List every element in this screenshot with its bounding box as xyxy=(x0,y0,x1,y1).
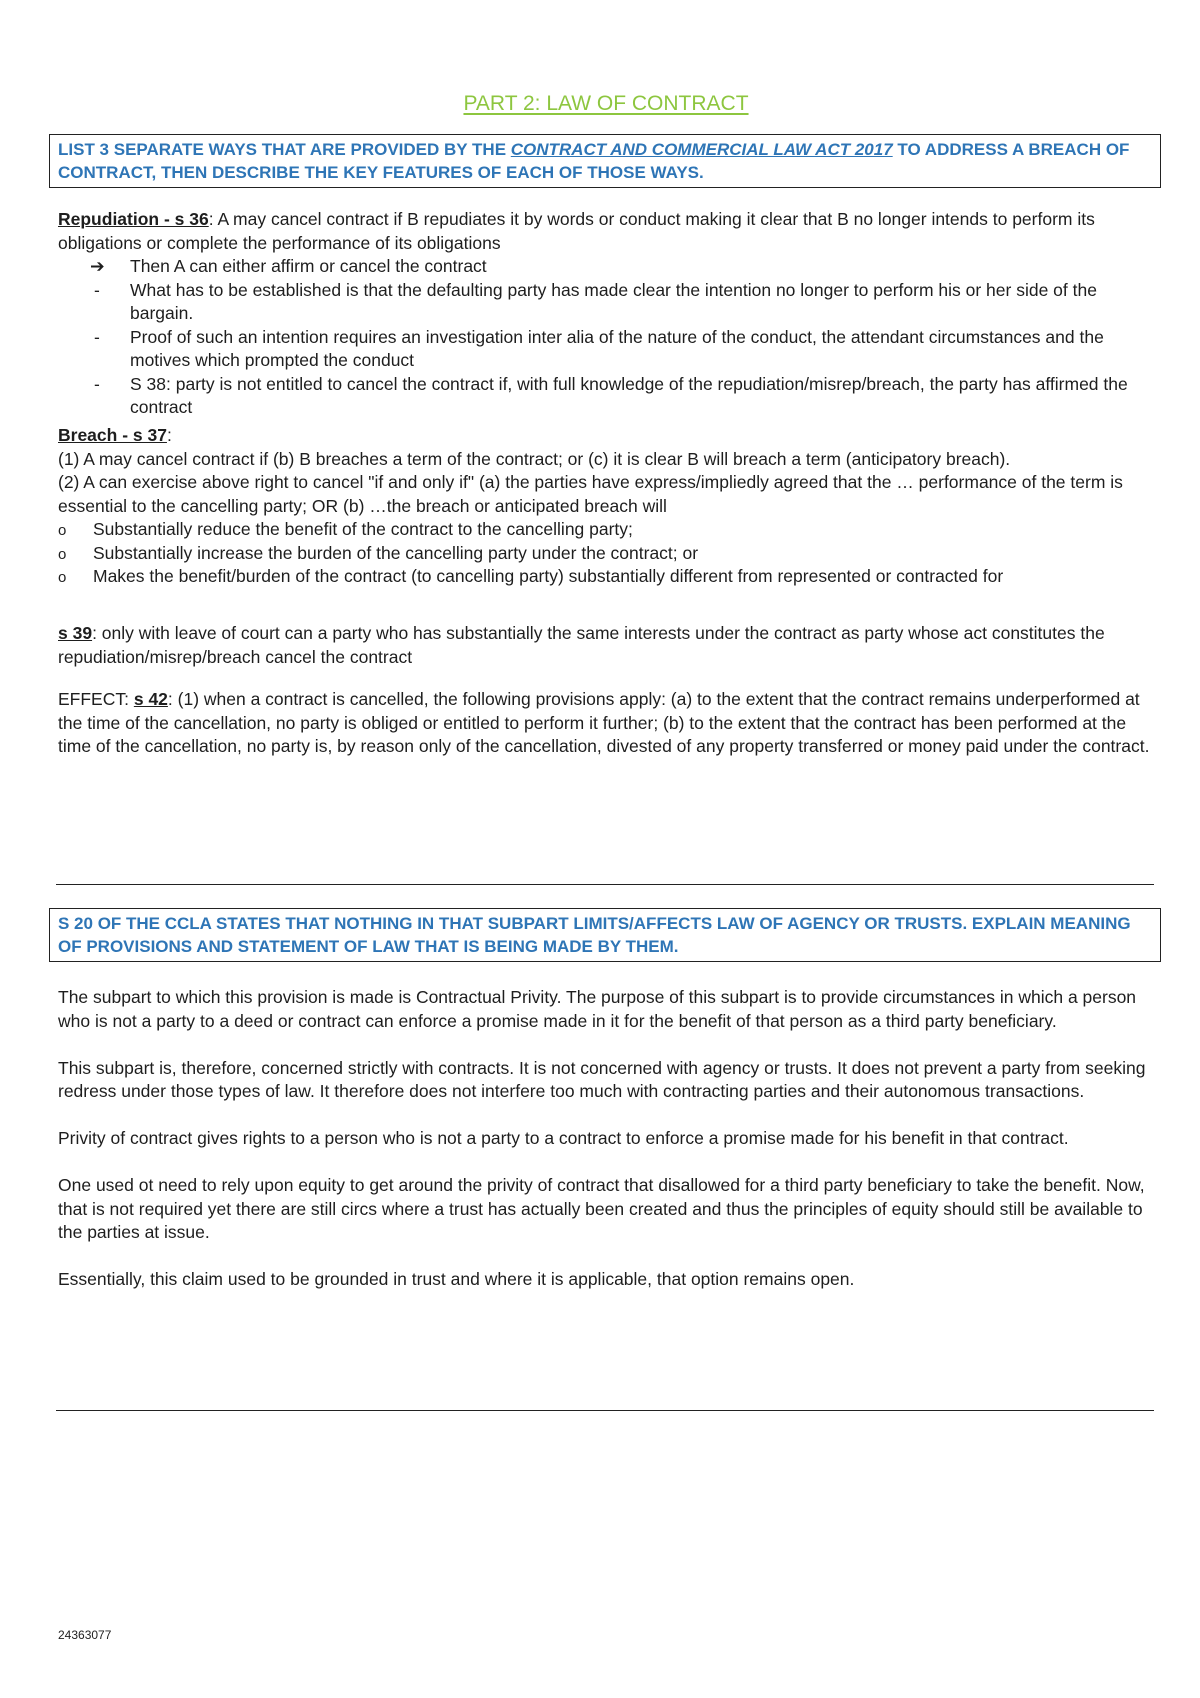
breach-section: Breach - s 37: (1) A may cancel contract if (b) B breaches a term of the contract; or (c) it is clear B will breach a term (anticipatory breach). (2) A can exercise above right to cancel "if and only if" (a) the parties have express/impliedly agreed that the … performance of the term is essential to the cancelling party; OR (b) …the breach or anticipated breach will o Substantially reduce the benefit of the contract to the cancelling party; o Substantially increase the burden of the cancelling party under the contract; or o Makes the benefit/burden of the contract (to cancelling party) substantially different from represented or contracted for xyxy=(58,424,1154,589)
s39-heading: s 39 xyxy=(58,623,93,643)
s39-section xyxy=(58,622,1154,669)
question-1-text-end: TO ADDRESS A BREACH OF CONTRACT, THEN DESCRIBE THE KEY FEATURES OF EACH OF THOSE WAYS. xyxy=(58,140,1130,182)
circle-bullet-icon: o xyxy=(58,545,67,563)
answer-paragraph: Essentially, this claim used to be grounded in trust and where it is applicable, that option remains open. xyxy=(58,1269,855,1289)
repudiation-heading: Repudiation - s 36 xyxy=(58,209,209,229)
circle-bullet-icon: o xyxy=(58,522,67,539)
effect-section xyxy=(58,688,1154,759)
s42-heading: s 42 xyxy=(133,689,168,709)
arrow-right-icon: ➔ xyxy=(90,256,105,276)
answer-2-section xyxy=(58,986,1154,1292)
question-2-text: S 20 OF THE CCLA STATES THAT NOTHING IN THAT SUBPART LIMITS/AFFECTS LAW OF AGENCY OR TRUSTS. EXPLAIN MEANING OF PROVISIONS AND STATEMENT OF LAW THAT IS BEING MADE BY THEM. xyxy=(58,914,1131,956)
answer-paragraph: The subpart to which this provision is made is Contractual Privity. The purpose of this subpart is to provide circumstances in which a person who is not a party to a deed or contract can enforce a promise made in it for the benefit of that person as a third party beneficiary. xyxy=(58,987,1137,1031)
list-item: - S 38: party is not entitled to cancel the contract if, with full knowledge of the repudiation/misrep/breach, the party has affirmed the contract xyxy=(94,373,1128,417)
answer-paragraph: Privity of contract gives rights to a person who is not a party to a contract to enforce a promise made for his benefit in that contract. xyxy=(58,1128,1069,1148)
list-item: ➔ Then A can either affirm or cancel the contract xyxy=(58,255,1154,279)
repudiation-list xyxy=(58,255,1154,420)
repudiation-intro xyxy=(58,208,1154,255)
circle-bullet-icon: o xyxy=(58,569,67,586)
list-item: o Makes the benefit/burden of the contract (to cancelling party) substantially different from represented or contracted for xyxy=(58,565,1154,589)
dash-bullet: - xyxy=(94,326,100,347)
list-item: o Substantially reduce the benefit of the contract to the cancelling party; xyxy=(58,518,1154,542)
act-name: CONTRACT AND COMMERCIAL LAW ACT 2017 xyxy=(510,140,893,159)
list-item: o Substantially increase the burden of the cancelling party under the contract; or xyxy=(58,542,1154,566)
list-item: - Proof of such an intention requires an investigation inter alia of the nature of the conduct, the attendant circumstances and the motives which prompted the conduct xyxy=(94,326,1104,370)
repudiation-text: : A may cancel contract if B repudiates it by words or conduct making it clear that B no longer intends to perform its obligations or complete the performance of its obligations xyxy=(58,209,1095,253)
breach-list xyxy=(58,518,1154,589)
effect-text: : (1) when a contract is cancelled, the following provisions apply: (a) to the extent that the contract remains underperformed at the time of the cancellation, no party is obliged or entitled to perform it further; (b) to the extent that the contract has been performed at the time of the cancellation, no party is, by reason only of the cancellation, divested of any property transferred or money paid under the contract. xyxy=(58,689,1150,756)
divider xyxy=(56,884,1154,885)
question-box-1 xyxy=(49,134,1161,188)
answer-paragraph: This subpart is, therefore, concerned strictly with contracts. It is not concerned with agency or trusts. It does not prevent a party from seeking redress under those types of law. It therefore does not interfere too much with contracting parties and their autonomous transactions. xyxy=(58,1057,1146,1101)
list-item: - What has to be established is that the defaulting party has made clear the intention no longer to perform his or her side of the bargain. xyxy=(94,279,1097,323)
page-title: PART 2: LAW OF CONTRACT xyxy=(463,92,749,115)
repudiation-section xyxy=(58,208,1154,420)
dash-bullet: - xyxy=(94,373,100,394)
dash-bullet: - xyxy=(94,279,100,300)
divider xyxy=(56,1410,1154,1411)
effect-label: EFFECT: xyxy=(58,689,134,709)
s39-text: : only with leave of court can a party who has substantially the same interests under the contract as party whose act constitutes the repudiation/misrep/breach cancel the contract xyxy=(58,623,1105,667)
question-box-2 xyxy=(49,908,1161,962)
answer-paragraph: One used ot need to rely upon equity to get around the privity of contract that disallowed for a third party beneficiary to take the benefit. Now, that is not required yet there are still circs where a trust has actually been created and thus the principles of equity should still be available to the parties at issue. xyxy=(58,1175,1145,1242)
breach-paragraph-2: (2) A can exercise above right to cancel "if and only if" (a) the parties have express/impliedly agreed that the … performance of the term is essential to the cancelling party; OR (b) …the breach or anticipated breach will xyxy=(58,472,1123,516)
breach-heading: Breach - s 37 xyxy=(58,425,167,445)
footer-id: 24363077 xyxy=(58,1628,112,1642)
breach-paragraph-1: (1) A may cancel contract if (b) B breaches a term of the contract; or (c) it is clear B will breach a term (anticipatory breach). xyxy=(58,448,1011,469)
question-1-text: LIST 3 SEPARATE WAYS THAT ARE PROVIDED BY THE xyxy=(58,140,511,159)
